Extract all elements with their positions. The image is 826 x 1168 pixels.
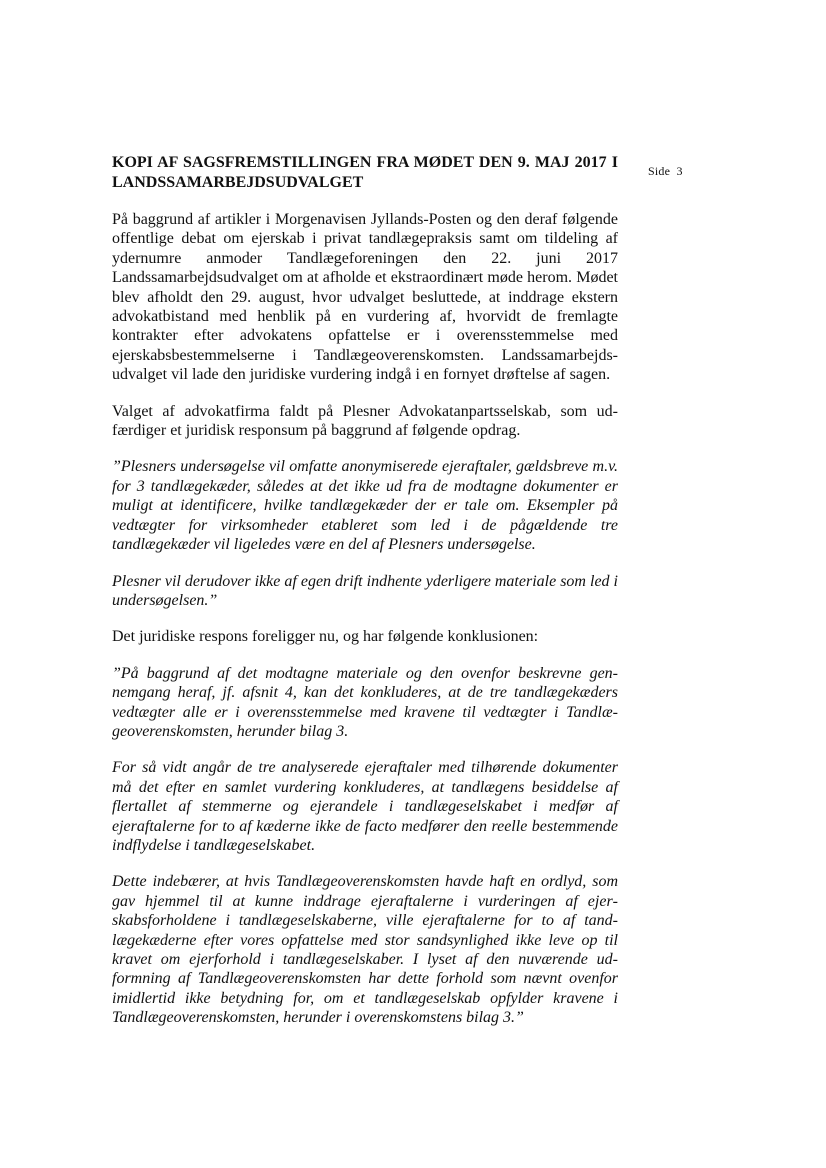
quote-conclusion-agreements: For så vidt angår de tre analyserede ejeraftaler med tilhørende dokumenter må det efter en samlet vurdering konkluderes, at tandlægens besiddelse af flertallet af stemmerne og ejerandele i tandlægeselskabet i medfør af ejeraftalerne for to af kæderne ikke de facto medfører den reelle bestemmende indflydelse i tandlægeselskabet. (112, 759, 618, 854)
quote-conclusion-statutes: ”På baggrund af det modtagne materiale og den ovenfor beskrevne gennemgang heraf, jf. afsnit 4, kan det konkluderes, at de tre tandlægekæders vedtægter alle er i overensstemmelse med kravene til vedtægter i Tandlægeoverenskomsten, herunder bilag 3. (112, 664, 618, 740)
quote-no-additional-material: Plesner vil derudover ikke af egen drift indhente yderligere materiale som led i undersøgelsen.” (112, 572, 618, 609)
document-body (112, 153, 618, 1045)
page-number (648, 164, 683, 179)
paragraph-law-firm: Valget af advokatfirma faldt på Plesner Advokatanpartsselskab, som udfærdiger et juridisk responsum på baggrund af følgende opdrag. (112, 402, 618, 440)
paragraph-conclusion-intro: Det juridiske respons foreligger nu, og har følgende konklusionen: (112, 628, 539, 646)
document-heading: KOPI AF SAGSFREMSTILLINGEN FRA MØDET DEN 9. MAJ 2017 I LANDSSAMARBEJDSUDVALGET (112, 154, 618, 191)
paragraph-background: På baggrund af artikler i Morgenavisen Jyllands-Posten og den deraf følgende offentlige debat om ejerskab i privat tandlægepraksis samt om tildeling af ydernumre anmoder Tandlægeforeningen den 22. juni 2017 Landssamarbejdsudvalget om at afholde et ekstraordinært møde herom. Mødet blev afholdt den 29. august, hvor udvalget besluttede, at inddrage ekstern advokatbistand med henblik på en vurdering af, hvorvidt de fremlagte kontrakter efter advokatens opfattelse er i overensstemmelse med ejerskabsbestemmelserne i Tandlægeoverenskomsten. Landssamarbejdsudvalget vil lade den juridiske vurdering indgå i en fornyet drøftelse af sagen. (112, 211, 618, 384)
page-number-value: 3 (676, 164, 683, 178)
page-label-text: Side (648, 164, 671, 178)
quote-scope: ”Plesners undersøgelse vil omfatte anonymiserede ejeraftaler, gældsbreve m.v. for 3 tandlægekæder, således at det ikke ud fra de modtagne dokumenter er muligt at identificere, hvilke tandlægekæder der er tale om. Eksempler på vedtægter for virksomheder etableret som led i de pågældende tre tandlægekæder vil ligeledes være en del af Plesners undersøgelse. (112, 458, 618, 554)
quote-conclusion-implication: Dette indebærer, at hvis Tandlægeoverenskomsten havde haft en ordlyd, som gav hjemmel til at kunne inddrage ejeraftalerne i vurderingen af ejerskabsforholdene i tandlægeselskaberne, ville ejeraftalerne for to af tandlægekæderne efter vores opfattelse med stor sandsynlighed ikke leve op til kravet om ejerforhold i tandlægeselskaber. I lyset af den nuværende udformning af Tandlægeoverenskomsten har dette forhold som nævnt ovenfor imidlertid ikke betydning for, om et tandlægeselskab opfylder kravene i Tandlægeoverenskomsten, herunder i overenskomstens bilag 3.” (112, 873, 618, 1027)
